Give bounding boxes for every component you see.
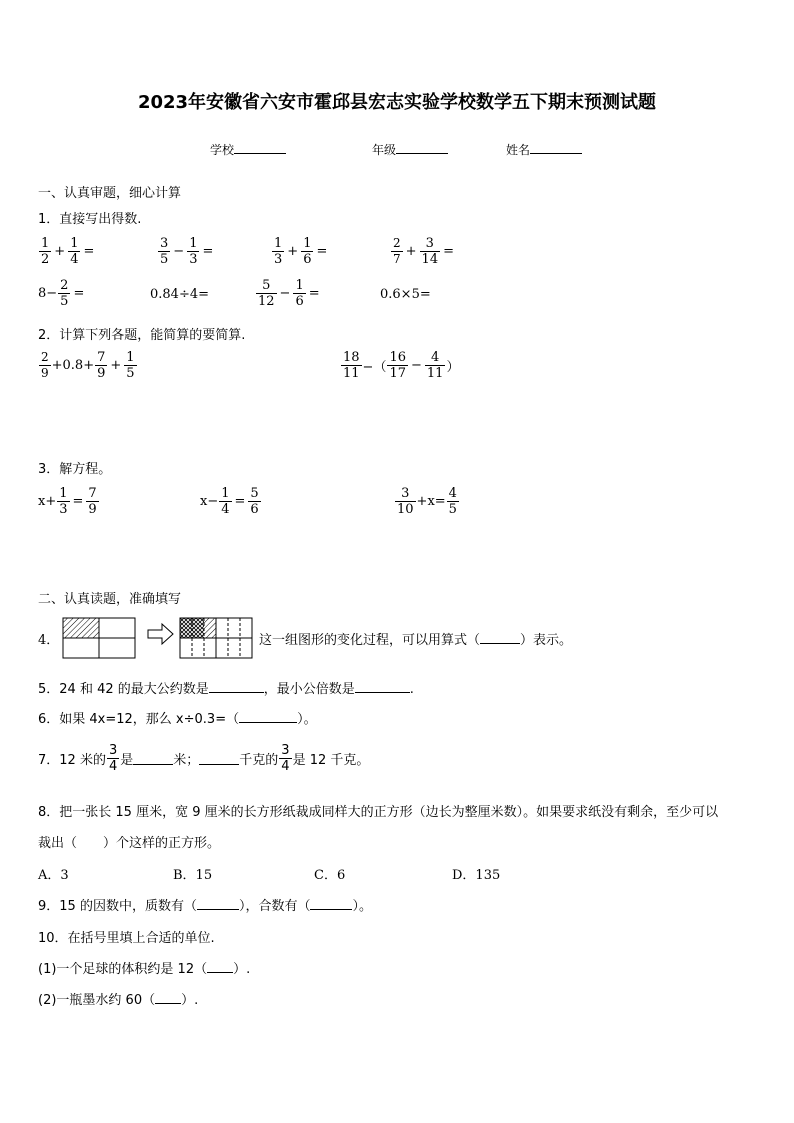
q1-expr-3 — [271, 236, 329, 267]
grade-blank[interactable] — [396, 141, 448, 154]
q2-expr-2 — [340, 350, 459, 381]
den: 3 — [189, 252, 198, 267]
den: 6 — [250, 502, 259, 517]
q6-end: ）。 — [297, 712, 317, 727]
operator: − — [279, 286, 291, 301]
q8-option-d[interactable]: D．135 — [452, 868, 501, 883]
q9-mid: ），合数有（ — [238, 899, 311, 914]
q6-text: 6．如果 4x=12，那么 x÷0.3=（ — [38, 712, 240, 727]
grade-field[interactable] — [372, 141, 448, 158]
q8-option-a[interactable]: A．3 — [38, 868, 69, 883]
q5-end: . — [409, 682, 414, 697]
operator: + — [54, 244, 66, 259]
den: 5 — [60, 294, 69, 309]
den: 5 — [126, 366, 135, 381]
grade-label: 年级 — [372, 143, 397, 157]
q3-label: 3．解方程。 — [38, 462, 112, 477]
q10-sub-2 — [38, 989, 198, 1008]
den: 14 — [421, 252, 439, 267]
q7-mid3: 千克的 — [239, 753, 279, 768]
q9-end: ）。 — [352, 899, 372, 914]
den: 4 — [108, 759, 118, 774]
equals: = — [234, 494, 246, 509]
den: 4 — [70, 252, 79, 267]
q4-text — [259, 629, 572, 648]
q7-mid1: 是 — [120, 753, 134, 768]
num: 3 — [420, 236, 441, 252]
den: 10 — [397, 502, 414, 517]
equals: = — [316, 244, 328, 259]
num: 3 — [108, 743, 118, 758]
operator: − — [173, 244, 185, 259]
q3-expr-3 — [394, 486, 460, 517]
num: 3 — [395, 486, 416, 502]
q10-sub-2-blank[interactable] — [155, 991, 181, 1004]
q10-sub-1-blank[interactable] — [207, 960, 233, 973]
name-label: 姓名 — [506, 143, 531, 157]
den: 2 — [41, 252, 50, 267]
den: 6 — [303, 252, 312, 267]
num: 2 — [393, 236, 401, 250]
num: 2 — [41, 350, 49, 364]
num: 1 — [303, 236, 312, 251]
q1-expr-4 — [390, 236, 456, 267]
den: 17 — [389, 366, 406, 381]
num: 1 — [41, 236, 50, 251]
name-field[interactable] — [506, 141, 582, 158]
den: 3 — [274, 252, 283, 267]
q10-label: 10．在括号里填上合适的单位. — [38, 931, 215, 946]
den: 4 — [281, 759, 290, 774]
lead: 8− — [38, 286, 58, 301]
q8-option-c[interactable]: C．6 — [314, 868, 346, 883]
q5-text: 5．24 和 42 的最大公约数是 — [38, 682, 209, 697]
rect-after — [180, 618, 252, 658]
q4-blank[interactable] — [480, 631, 520, 644]
section2-heading: 二、认真读题，准确填写 — [38, 592, 182, 607]
q3-expr-2 — [200, 486, 262, 517]
q1-label: 1．直接写出得数. — [38, 212, 142, 227]
num: 1 — [126, 350, 135, 365]
q7-blank-2[interactable] — [199, 752, 239, 765]
q5 — [38, 678, 414, 697]
q4-figure — [60, 614, 260, 662]
q5-mid: ，最小公倍数是 — [263, 682, 355, 697]
num: 1 — [295, 278, 304, 293]
operator: − — [411, 358, 422, 373]
q2-label: 2．计算下列各题，能简算的要简算. — [38, 328, 246, 343]
den: 7 — [393, 252, 401, 266]
q10-sub-1-text: (1)一个足球的体积约是 12（ — [38, 962, 208, 977]
num: 5 — [250, 486, 259, 501]
num: 4 — [448, 486, 457, 501]
q2-expr-1 — [38, 350, 138, 381]
den: 11 — [426, 366, 444, 381]
mid: +x= — [416, 494, 446, 509]
num: 1 — [189, 236, 198, 251]
q10-sub-1-end: ）. — [233, 962, 251, 977]
q4-number: 4． — [38, 633, 60, 648]
school-field[interactable] — [210, 141, 286, 158]
operator: + — [405, 244, 417, 259]
q1-expr-6: 0.84÷4= — [150, 287, 210, 302]
q4-end: ）表示。 — [520, 633, 573, 648]
equals: = — [73, 286, 85, 301]
equals: = — [443, 244, 454, 259]
operator: + — [110, 358, 122, 373]
den: 11 — [343, 366, 360, 381]
q9-blank-prime[interactable] — [197, 897, 239, 910]
q10-sub-2-end: ）. — [181, 993, 199, 1008]
q9-blank-composite[interactable] — [310, 897, 352, 910]
num: 16 — [389, 350, 406, 365]
num: 1 — [70, 236, 79, 251]
q6-blank[interactable] — [239, 710, 297, 723]
q8-line-1: 8．把一张长 15 厘米，宽 9 厘米的长方形纸裁成同样大的正方形（边长为整厘米数）。如果要求纸没有剩余，至少可以 — [38, 805, 719, 820]
num: 2 — [60, 278, 69, 293]
q7-blank-1[interactable] — [133, 752, 173, 765]
den: 9 — [41, 366, 49, 380]
num: 5 — [256, 278, 277, 294]
q9-text: 9．15 的因数中，质数有（ — [38, 899, 197, 914]
school-blank[interactable] — [234, 141, 286, 154]
num: 1 — [221, 486, 230, 501]
num: 18 — [343, 350, 360, 365]
den: 12 — [258, 294, 275, 309]
q7 — [38, 743, 369, 774]
q1-expr-1 — [38, 236, 96, 267]
num: 1 — [274, 236, 283, 251]
name-blank[interactable] — [530, 141, 582, 154]
q7-mid2: 米； — [173, 753, 200, 768]
q8-line-2: 裁出（ ）个这样的正方形。 — [38, 836, 221, 851]
lead: x+ — [38, 494, 57, 509]
lead: x− — [200, 494, 219, 509]
q4-prompt: 这一组图形的变化过程，可以用算式（ — [259, 633, 481, 648]
q3-expr-1 — [38, 486, 100, 517]
den: 3 — [59, 502, 68, 517]
q8-option-b[interactable]: B．15 — [173, 868, 213, 883]
den: 5 — [448, 502, 457, 517]
equals: = — [72, 494, 84, 509]
q6 — [38, 708, 317, 727]
q5-blank-gcd[interactable] — [209, 680, 264, 693]
den: 9 — [88, 502, 97, 517]
mid: −（ — [362, 360, 387, 375]
q1-expr-2 — [157, 236, 215, 267]
end: ） — [446, 360, 460, 375]
section1-heading: 一、认真审题，细心计算 — [38, 186, 182, 201]
num: 4 — [425, 350, 446, 366]
den: 6 — [295, 294, 304, 309]
num: 3 — [281, 743, 290, 758]
arrow-right-icon — [148, 624, 173, 644]
equals: = — [202, 244, 214, 259]
q7-text: 7．12 米的 — [38, 753, 106, 768]
num: 7 — [97, 350, 106, 365]
q9 — [38, 895, 372, 914]
den: 4 — [221, 502, 230, 517]
operator: + — [287, 244, 299, 259]
num: 7 — [88, 486, 97, 501]
q10-sub-1 — [38, 958, 250, 977]
q10-sub-2-text: (2)一瓶墨水约 60（ — [38, 993, 156, 1008]
q1-expr-8: 0.6×5= — [380, 287, 431, 302]
q1-expr-5 — [38, 278, 86, 309]
den: 5 — [160, 252, 169, 267]
equals: = — [83, 244, 95, 259]
equals: = — [308, 286, 320, 301]
q7-end: 是 12 千克。 — [292, 753, 370, 768]
num: 1 — [59, 486, 68, 501]
q1-expr-7 — [255, 278, 322, 309]
mid: +0.8+ — [51, 358, 95, 373]
den: 9 — [97, 366, 106, 381]
school-label: 学校 — [210, 143, 235, 157]
num: 3 — [160, 236, 169, 251]
q5-blank-lcm[interactable] — [355, 680, 410, 693]
rect-before — [63, 618, 135, 658]
page-title: 2023年安徽省六安市霍邱县宏志实验学校数学五下期末预测试题 — [137, 92, 657, 113]
